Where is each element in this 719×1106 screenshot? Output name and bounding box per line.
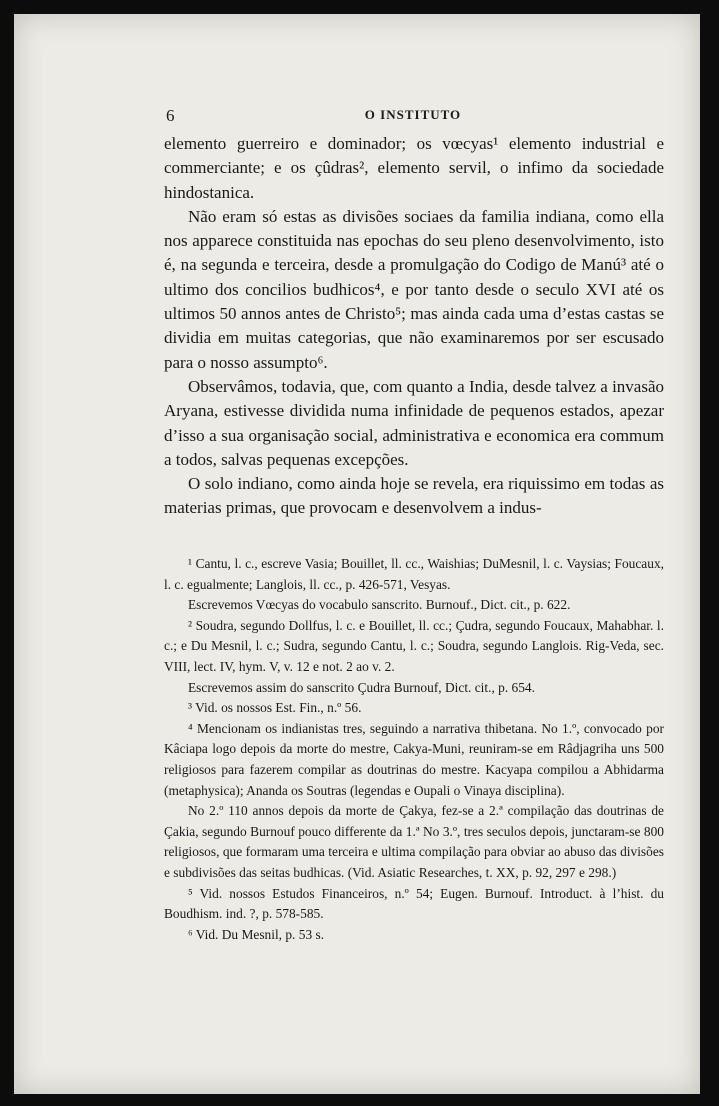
footnote: Escrevemos assim do sanscrito Çudra Burnouf, Dict. cit., p. 654.: [188, 679, 535, 695]
footnote: ⁶ Vid. Du Mesnil, p. 53 s.: [188, 926, 325, 942]
footnote: ¹ Cantu, l. c., escreve Vasia; Bouillet, ll. cc., Waishias; DuMesnil, l. c. Vaysias; Foucaux, l. c. egualmente; Langlois, ll. cc., p. 426-571, Vesyas.: [164, 556, 664, 592]
body-text: [164, 132, 664, 521]
book-page: [14, 14, 700, 1094]
footnote: ⁵ Vid. nossos Estudos Financeiros, n.º 54; Eugen. Burnouf. Introduct. à l’hist. du Boudhism. ind. ?, p. 578-585.: [164, 885, 664, 922]
footnote: Escrevemos Vœcyas do vocabulo sanscrito. Burnouf., Dict. cit., p. 622.: [188, 597, 571, 613]
body-paragraph: Não eram só estas as divisões sociaes da familia indiana, como ella nos apparece constituida nas epochas do seu pleno desenvolvimento, isto é, na segunda e terceira, desde a promulgação do Codigo de Manú³ até o ultimo dos concilios budhicos⁴, e por tanto desde o seculo XVI até os ultimos 50 annos antes de Christo⁵; mas ainda cada uma d’estas castas se dividia em muitas categorias, que não examinaremos por ser escusado para o nosso assumpto⁶.: [164, 206, 664, 372]
footnotes: [164, 554, 664, 945]
body-paragraph: elemento guerreiro e dominador; os vœcyas¹ elemento industrial e commerciante; e os çûdras², elemento servil, o infimo da sociedade hindostanica.: [164, 134, 664, 202]
running-title: O INSTITUTO: [364, 107, 462, 122]
footnote: ² Soudra, segundo Dollfus, l. c. e Bouillet, ll. cc.; Çudra, segundo Foucaux, Mahabhar. l. c.; e Du Mesnil, l. c.; Sudra, segundo Cantu, l. c.; Soudra, segundo Langlois. Rig-Veda, sec. VIII, lect. IV, hym. V, v. 12 e not. 2 ao v. 2.: [164, 617, 664, 674]
page-header: [166, 106, 660, 128]
footnote: No 2.º 110 annos depois da morte de Çakya, fez-se a 2.ª compilação das doutrinas de Çakia, segundo Burnouf pouco differente da 1.ª No 3.º, tres seculos depois, junctaram-se 800 religiosos, que formaram uma terceira e ultima compilação para obviar ao abuso das divisões e subdivisões das seitas budhicas. (Vid. Asiatic Researches, t. XX, p. 92, 297 e 298.): [164, 803, 664, 880]
footnote: ³ Vid. os nossos Est. Fin., n.º 56.: [188, 700, 362, 716]
footnote: ⁴ Mencionam os indianistas tres, seguindo a narrativa thibetana. No 1.º, convocado por Kâciapa logo depois da morte do mestre, Cakya-Muni, reuniram-se em Râdjagriha uns 500 religiosos para fazerem compilar as doutrinas do mestre. Kacyapa compilou a Abhidarma (metaphysica); Ananda os Soutras (legendas e Oupali o Vinaya disciplina).: [164, 720, 664, 798]
body-paragraph: Observâmos, todavia, que, com quanto a India, desde talvez a invasão Aryana, estivesse dividida numa infinidade de pequenos estados, apezar d’isso a sua organisação social, administrativa e economica era commum a todos, salvas pequenas excepções.: [164, 376, 664, 469]
body-paragraph: O solo indiano, como ainda hoje se revela, era riquissimo em todas as materias primas, que provocam e desenvolvem a indus-: [164, 474, 664, 518]
page-number: 6: [166, 106, 175, 125]
